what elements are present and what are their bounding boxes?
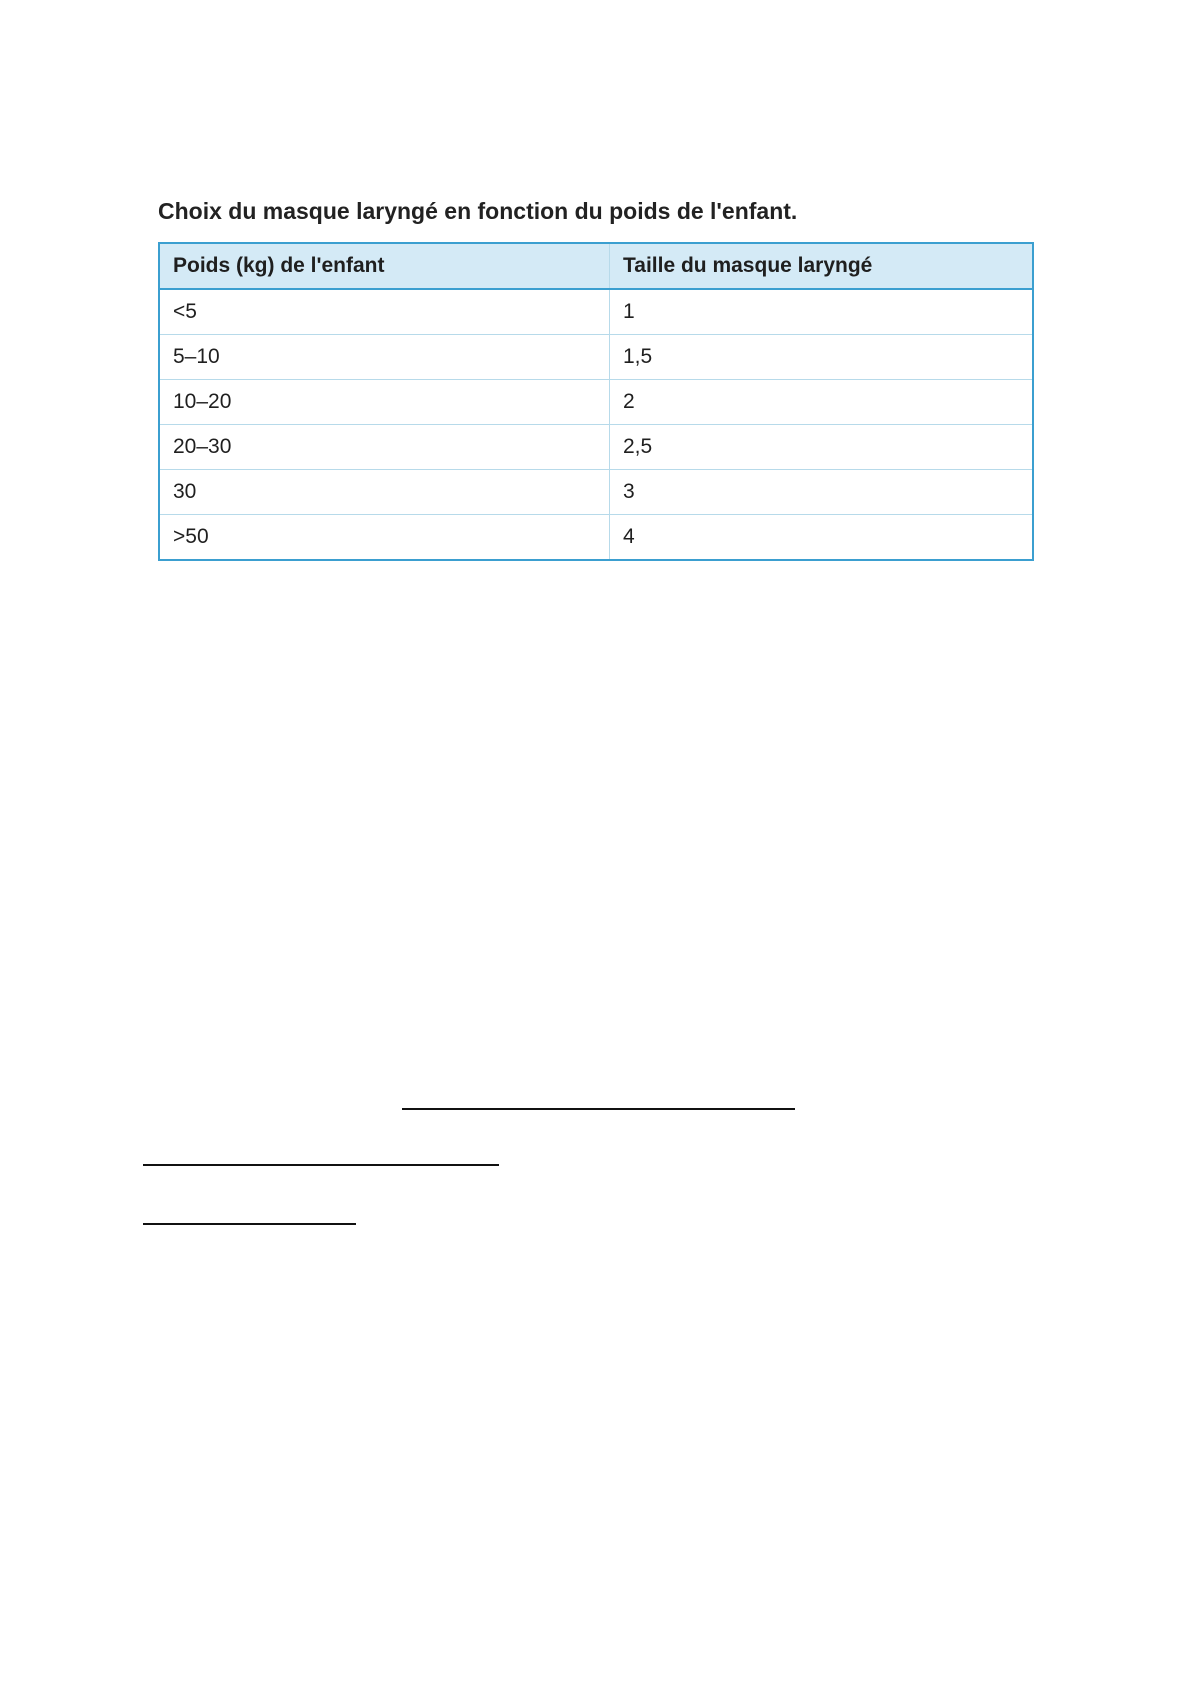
cell-mask-size: 1: [610, 289, 1033, 335]
table-header-row: [160, 244, 1032, 289]
table-row: [160, 470, 1032, 515]
header-weight: Poids (kg) de l'enfant: [160, 244, 610, 289]
table-row: [160, 335, 1032, 380]
cell-weight: 30: [160, 470, 610, 515]
cell-mask-size: 4: [610, 515, 1033, 560]
cell-weight: 20–30: [160, 425, 610, 470]
cell-mask-size: 1,5: [610, 335, 1033, 380]
cell-weight: 10–20: [160, 380, 610, 425]
cell-mask-size: 3: [610, 470, 1033, 515]
cell-weight: <5: [160, 289, 610, 335]
mask-size-table: [158, 242, 1034, 561]
table-row: [160, 425, 1032, 470]
table-caption: Choix du masque laryngé en fonction du poids de l'enfant.: [158, 198, 798, 224]
horizontal-rule: [143, 1164, 499, 1166]
horizontal-rule: [143, 1223, 356, 1225]
table-row: [160, 380, 1032, 425]
header-mask-size: Taille du masque laryngé: [610, 244, 1033, 289]
table-row: [160, 289, 1032, 335]
table: [160, 244, 1032, 559]
cell-weight: >50: [160, 515, 610, 560]
table-row: [160, 515, 1032, 560]
cell-mask-size: 2: [610, 380, 1033, 425]
cell-mask-size: 2,5: [610, 425, 1033, 470]
horizontal-rule: [402, 1108, 795, 1110]
cell-weight: 5–10: [160, 335, 610, 380]
